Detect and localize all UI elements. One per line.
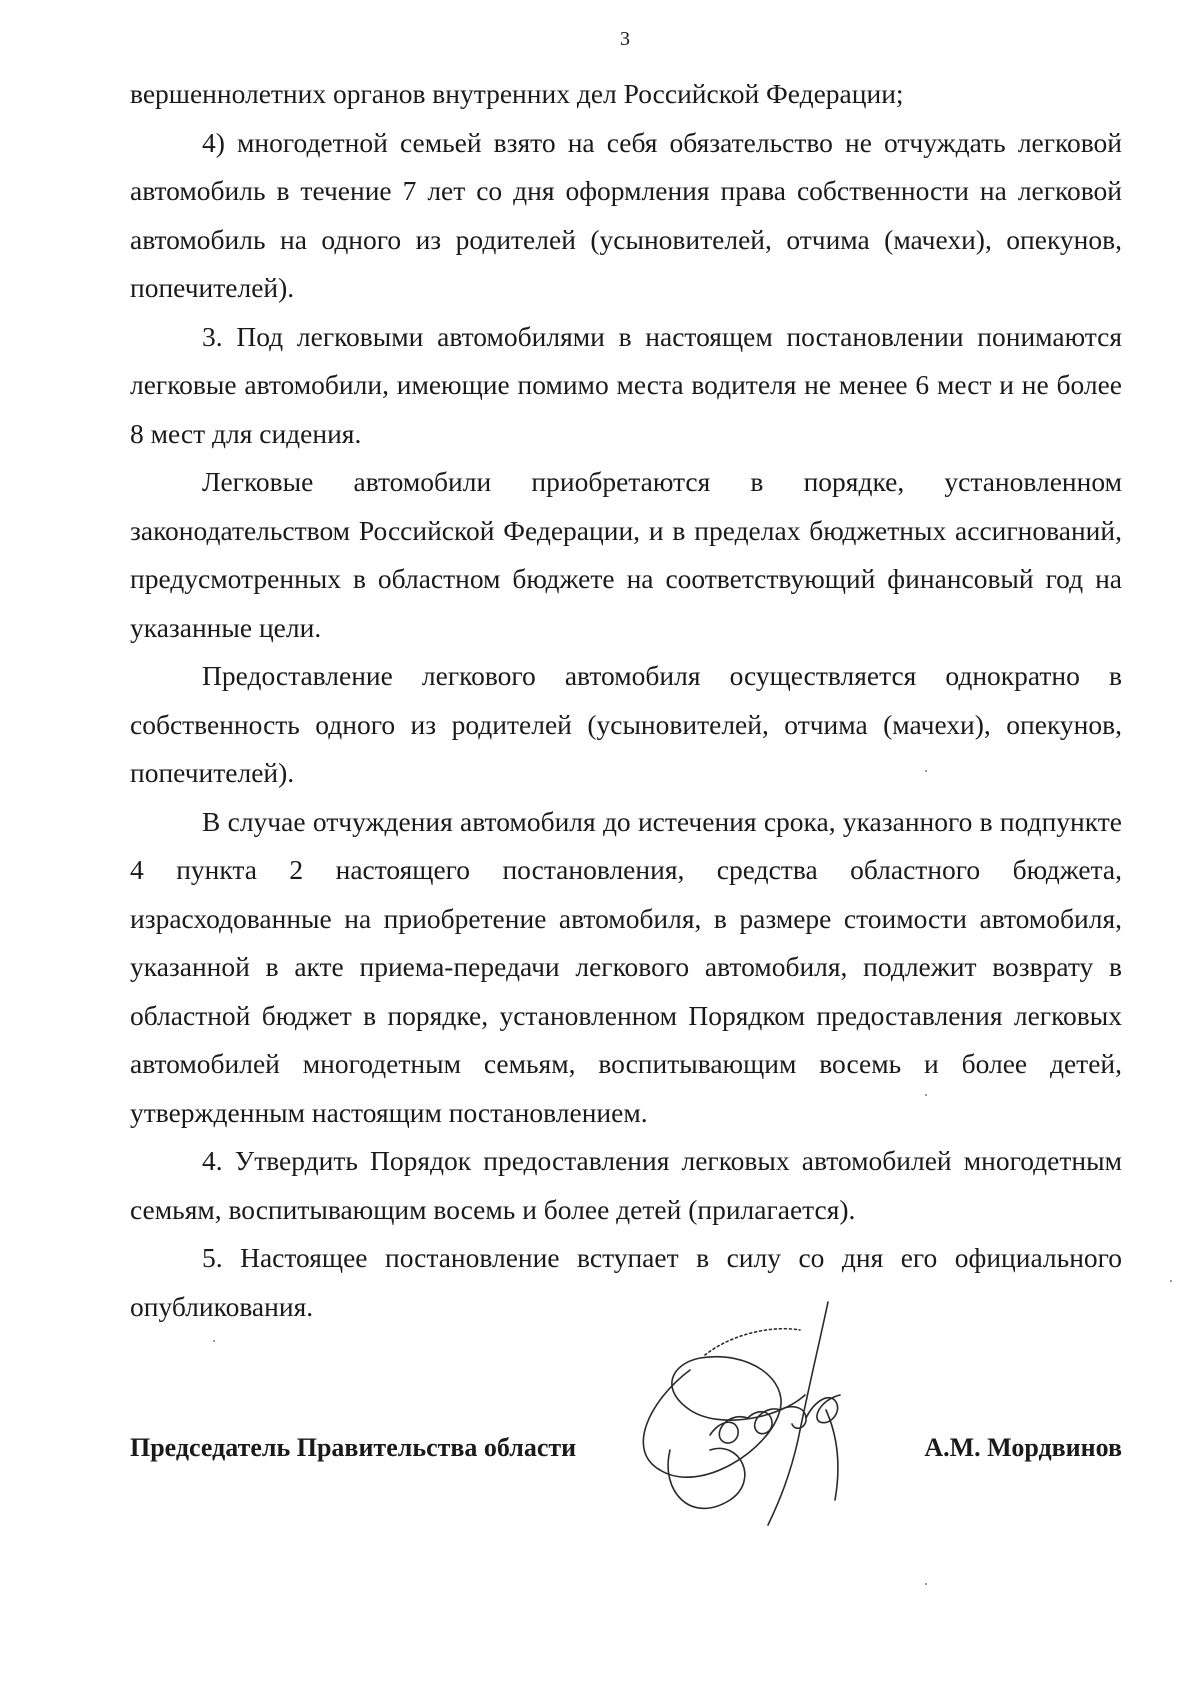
paragraph-clause-3-definition: 3. Под легковыми автомобилями в настоящем постановлении понимаются легковые автомобили, имеющие помимо места водителя не менее 6 мест и не более 8 мест для сидения. (130, 320, 1122, 449)
scan-speck (925, 770, 927, 772)
paragraph-clause-5-effective: 5. Настоящее постановление вступает в силу со дня его официального опубликования. (130, 1242, 1122, 1322)
paragraph-item-4-obligation: 4) многодетной семьей взято на себя обязательство не отчуждать легковой автомобиль в течение 7 лет со дня оформления права собственности на легковой автомобиль на одного из родителей (усыновителей, отчима (мачехи), опекунов, попечителей). (130, 126, 1122, 303)
signatory-name: А.М. Мордвинов (924, 1433, 1122, 1462)
page-number: 3 (620, 28, 630, 50)
paragraph-purchase-order: Легковые автомобили приобретаются в порядке, установленном законодательством Российской Федерации, и в пределах бюджетных ассигнований, предусмотренных в областном бюджете на соответствующий финансовый год на указанные цели. (130, 466, 1122, 643)
paragraph-one-time-provision: Предоставление легкового автомобиля осуществляется однократно в собственность одного из родителей (усыновителей, отчима (мачехи), опекунов, попечителей). (130, 660, 1122, 788)
paragraph-clause-4-approve: 4. Утвердить Порядок предоставления легковых автомобилей многодетным семьям, воспитывающим восемь и более детей (прилагается). (130, 1145, 1122, 1225)
scan-speck (925, 1094, 927, 1096)
scan-speck (925, 1583, 927, 1585)
document-body (130, 70, 1122, 1331)
paragraph-alienation-refund: В случае отчуждения автомобиля до истечения срока, указанного в подпункте 4 пункта 2 настоящего постановления, средства областного бюджета, израсходованные на приобретение автомобиля, в размере стоимости автомобиля, указанной в акте приема-передачи легкового автомобиля, подлежит возврату в областной бюджет в порядке, установленном Порядком предоставления легковых автомобилей многодетным семьям, воспитывающим восемь и более детей, утвержденным настоящим постановлением. (130, 805, 1122, 1128)
scan-speck (1170, 1280, 1172, 1282)
signature-block (130, 1433, 1122, 1473)
scan-speck (213, 1340, 215, 1342)
handwritten-signature (630, 1300, 910, 1540)
signatory-position: Председатель Правительства области (130, 1433, 577, 1462)
paragraph-continuation: вершеннолетних органов внутренних дел Российской Федерации; (130, 78, 904, 109)
